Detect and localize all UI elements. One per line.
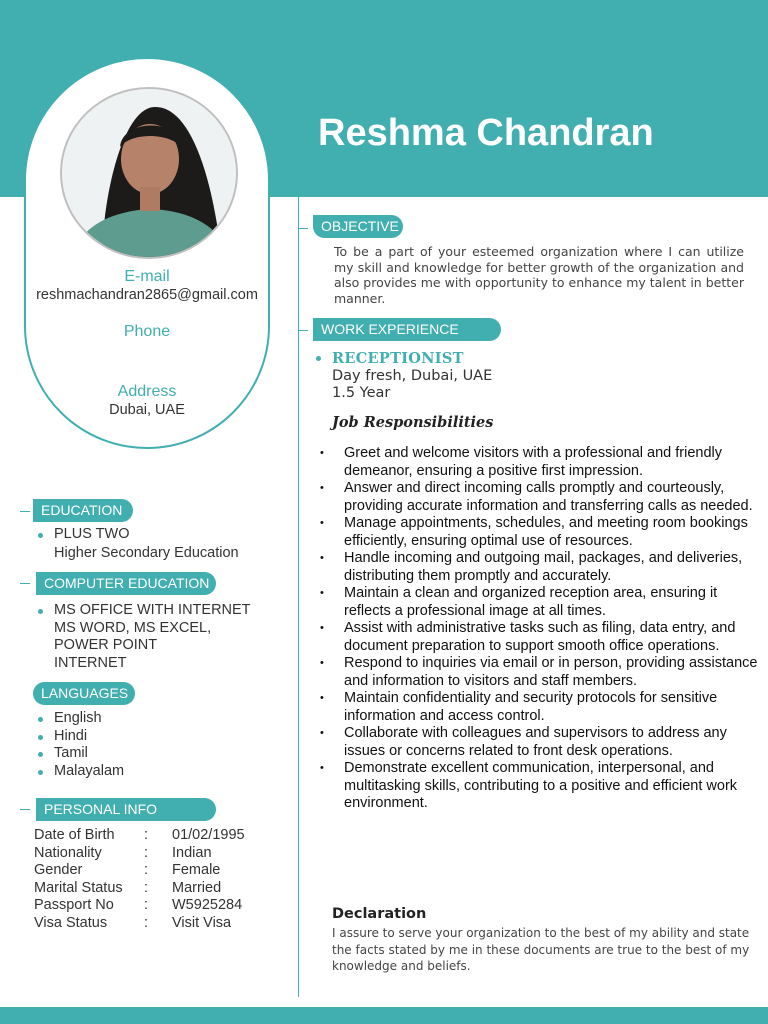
table-row bbox=[34, 827, 245, 845]
list-item: • Handle incoming and outgoing mail, packages, and deliveries, distributing them promptly and accurately. bbox=[318, 550, 760, 585]
address-label: Address bbox=[117, 383, 177, 400]
computer-education-heading: COMPUTER EDUCATION bbox=[36, 572, 216, 595]
list-item: • Answer and direct incoming calls promptly and courteously, providing accurate information and transferring calls as needed. bbox=[318, 480, 760, 515]
section-tick bbox=[298, 330, 308, 331]
computer-education-list bbox=[34, 602, 251, 672]
info-value: Visit Visa bbox=[172, 914, 232, 931]
section-tick bbox=[20, 511, 30, 512]
info-sep: : bbox=[144, 879, 149, 896]
info-sep: : bbox=[144, 862, 149, 878]
info-sep: : bbox=[144, 914, 149, 931]
declaration-title: Declaration bbox=[332, 906, 427, 922]
info-value: W5925284 bbox=[172, 897, 243, 913]
personal-info-table bbox=[34, 827, 245, 932]
info-sep: : bbox=[144, 844, 149, 861]
list-item-sub bbox=[34, 637, 251, 655]
list-item-text: Higher Secondary Education bbox=[54, 544, 239, 561]
company: Day fresh, Dubai, UAE bbox=[332, 368, 493, 384]
responsibilities-list bbox=[318, 445, 760, 813]
education-heading: EDUCATION bbox=[33, 499, 133, 522]
list-item: • Collaborate with colleagues and supervisors to address any issues or concerns related to front desk operations. bbox=[318, 725, 760, 760]
declaration-text: I assure to serve your organization to the best of my ability and state the facts stated by me in these documents are true to the best of my knowledge and beliefs. bbox=[332, 926, 750, 973]
info-key: Gender bbox=[34, 862, 83, 878]
list-item: • Maintain confidentiality and security protocols for sensitive information and access control. bbox=[318, 690, 760, 725]
list-item-sub bbox=[34, 620, 251, 638]
list-item: • Maintain a clean and organized reception area, ensuring it reflects a professional image at all times. bbox=[318, 585, 760, 620]
person-photo-icon bbox=[62, 89, 238, 259]
info-key: Date of Birth bbox=[34, 827, 115, 843]
section-tick bbox=[298, 228, 308, 229]
list-item: • Respond to inquiries via email or in person, providing assistance and information to visitors and staff members. bbox=[318, 655, 760, 690]
job-bullet bbox=[316, 356, 321, 361]
info-value: Female bbox=[172, 862, 221, 878]
list-item: • Demonstrate excellent communication, interpersonal, and multitasking skills, contributing to a positive and efficient work environment. bbox=[318, 760, 760, 813]
job-title: RECEPTIONIST bbox=[332, 350, 464, 367]
table-row bbox=[34, 880, 245, 898]
list-item: • Assist with administrative tasks such as filing, data entry, and document preparation to support smooth office operations. bbox=[318, 620, 760, 655]
info-value: Married bbox=[172, 879, 222, 896]
list-item: Tamil bbox=[34, 745, 124, 763]
list-item: PLUS TWO bbox=[34, 526, 239, 544]
list-item-text: MS WORD, MS EXCEL, bbox=[54, 619, 212, 636]
info-value: 01/02/1995 bbox=[172, 827, 245, 843]
list-item-sub bbox=[34, 544, 239, 563]
section-tick bbox=[20, 809, 30, 810]
table-row bbox=[34, 897, 245, 915]
info-key: Passport No bbox=[34, 897, 114, 913]
languages-heading: LANGUAGES bbox=[33, 682, 135, 705]
info-key: Nationality bbox=[34, 844, 102, 861]
info-sep: : bbox=[144, 897, 149, 913]
info-sep: : bbox=[144, 827, 149, 843]
list-item: MS OFFICE WITH INTERNET bbox=[34, 602, 251, 620]
list-item-text: POWER POINT bbox=[54, 637, 158, 653]
table-row bbox=[34, 915, 245, 933]
languages-list bbox=[34, 710, 124, 780]
email-label: E-mail bbox=[124, 268, 170, 285]
list-item: Hindi bbox=[34, 728, 124, 746]
column-divider bbox=[298, 197, 299, 997]
profile-photo bbox=[60, 87, 238, 259]
candidate-name: Reshma Chandran bbox=[318, 112, 654, 154]
email-value[interactable]: reshmachandran2865@gmail.com bbox=[36, 287, 258, 303]
info-key: Marital Status bbox=[34, 879, 123, 896]
duration: 1.5 Year bbox=[332, 385, 391, 401]
footer-band bbox=[0, 1007, 768, 1024]
list-item: Malayalam bbox=[34, 763, 124, 781]
phone-label: Phone bbox=[123, 323, 171, 340]
list-item-text: INTERNET bbox=[54, 654, 127, 671]
section-tick bbox=[20, 583, 30, 584]
table-row bbox=[34, 845, 245, 863]
table-row bbox=[34, 862, 245, 880]
address-value: Dubai, UAE bbox=[109, 402, 185, 418]
list-item: • Greet and welcome visitors with a professional and friendly demeanor, ensuring a positive first impression. bbox=[318, 445, 760, 480]
objective-text: To be a part of your esteemed organization where I can utilize my skill and knowledge for better growth of the organization and also provides me with opportunity to enhance my talent in better manner. bbox=[334, 244, 744, 306]
list-item: English bbox=[34, 710, 124, 728]
responsibilities-title: Job Responsibilities bbox=[332, 414, 494, 431]
list-item-sub bbox=[34, 655, 251, 673]
work-experience-heading: WORK EXPERIENCE bbox=[313, 318, 501, 341]
objective-heading: OBJECTIVE bbox=[313, 215, 403, 238]
info-value: Indian bbox=[172, 844, 212, 861]
info-key: Visa Status bbox=[34, 914, 108, 931]
list-item: • Manage appointments, schedules, and meeting room bookings efficiently, ensuring optimal use of resources. bbox=[318, 515, 760, 550]
personal-info-heading: PERSONAL INFO bbox=[36, 798, 216, 821]
education-list bbox=[34, 526, 239, 562]
